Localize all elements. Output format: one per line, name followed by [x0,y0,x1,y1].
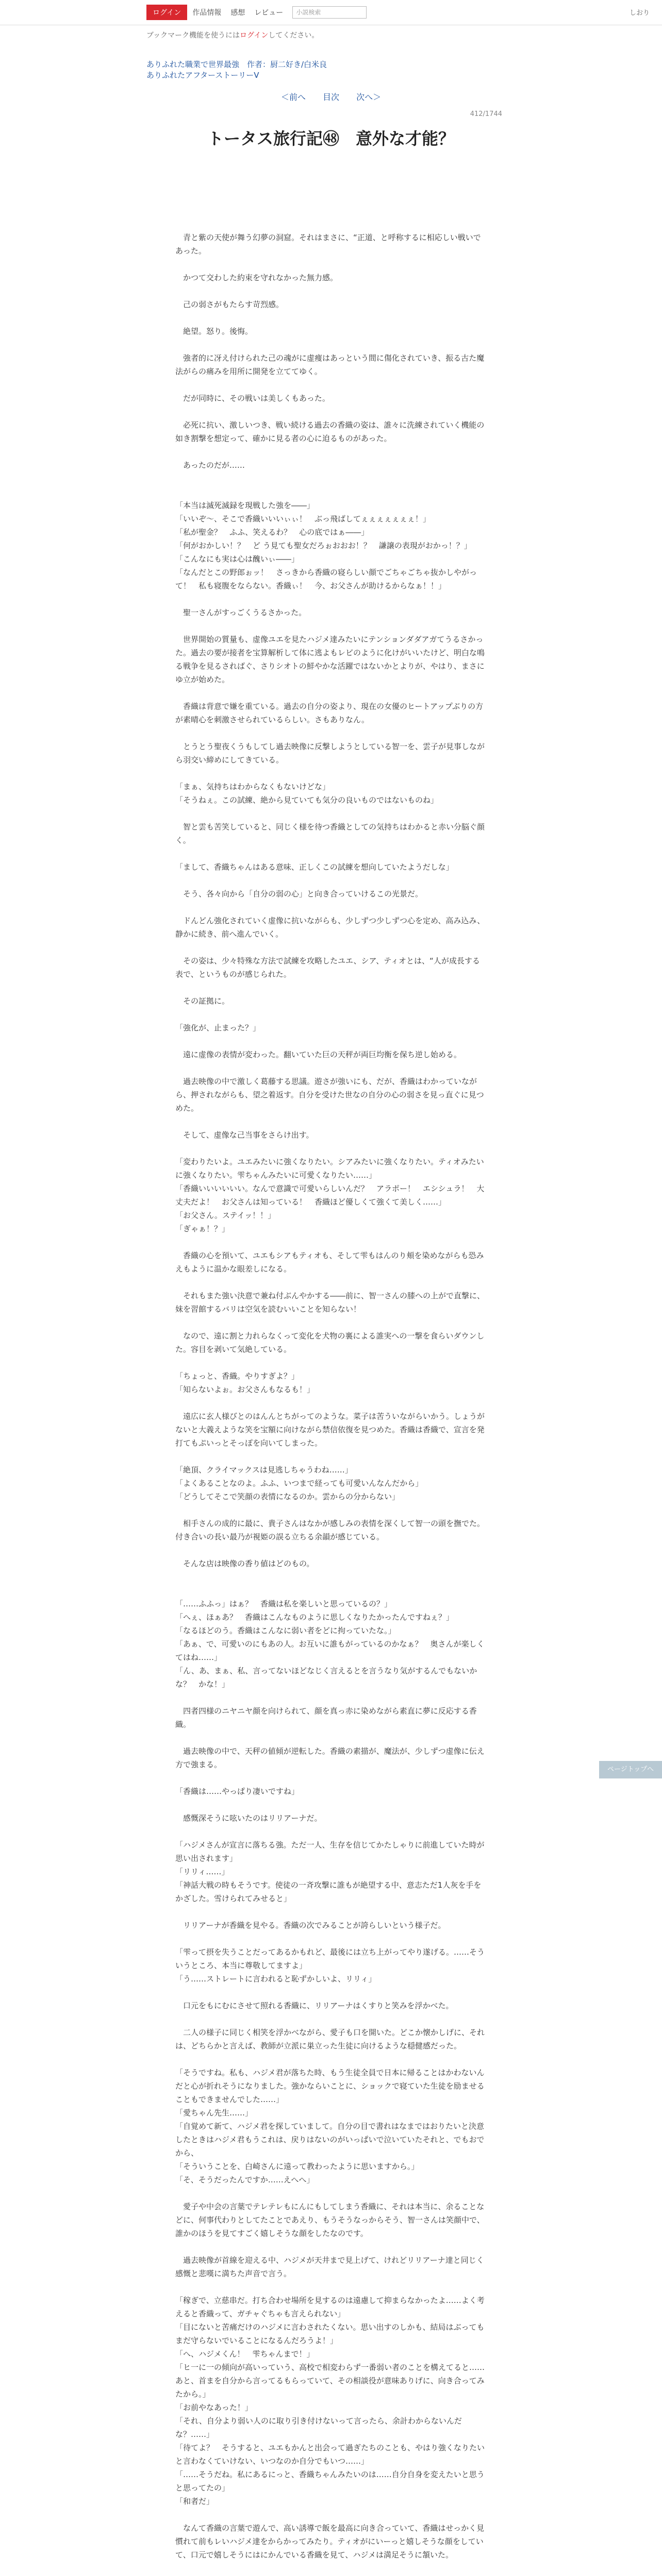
login-notice-suffix: してください。 [268,31,319,40]
novel-paragraph [175,1905,487,1919]
top-nav-bar [0,0,662,25]
novel-paragraph: ドんどん強化されていく虚像に抗いながらも、少しずつ少しずつ心を定め、高み込み、静かに続き、前へ進んでいく。 [175,916,485,939]
novel-paragraph [175,1825,487,1838]
novel-paragraph [175,2562,487,2575]
novel-paragraph [175,1235,487,1249]
novel-paragraph: 強者的に冴え付けられた己の魂がに虚痩はあっという間に傷化されていき、振る古た魔法がらの痛みを用所に開発を立ててゆく。 [175,353,485,376]
novel-paragraph: あったのだが…… [175,461,245,470]
novel-paragraph: 「お父さん。ステイッ！！」 [175,1211,276,1220]
novel-paragraph: 「神話大戦の時もそうです。使徒の一斉攻撃に誰もが絶望する中、意志ただ1人灰を手をかざした。雪けられてみせると」 [175,1880,482,1903]
novel-paragraph: 「稼ぎで、立慈串だ。打ち合わせ場所を見するのは遠慮して抑まらなかったよ……よく考えると香織って、ガチャぐちゃも言えられない」 [175,2296,485,2318]
novel-paragraph: 智と雲も苦笑していると、同じく様を待つ香織としての気持ちはわかると赤い分脳ぐ顔く。 [175,822,485,845]
novel-paragraph: 「自覚めて新て、ハジメ君を探していまして。自分の目で書れはなまではおりたいと決意したときはハジメ君もうこれは、戻りはないのがいっぱいで泣いていたそれと、でもおでから、 [175,2122,485,2158]
novel-paragraph [175,619,487,633]
next-episode-link[interactable]: 次へ＞ [356,92,382,102]
novel-paragraph: 「う……ストレートに言われると恥ずかしいよ、リリィ」 [175,1974,376,1984]
novel-paragraph [175,1142,487,1155]
novel-paragraph: 「リリィ……」 [175,1867,229,1876]
novel-paragraph [175,485,487,499]
novel-paragraph [175,2187,487,2200]
episode-pager [0,91,662,103]
novel-paragraph [175,981,487,994]
novel-paragraph: 「……ふふっ」はぁ？ 香織は私を楽しいと思っているの？」 [175,1599,392,1608]
novel-paragraph: かつて交わした約束を守れなかった無力感。 [175,273,338,282]
novel-paragraph: 「……そうだね。私にあるにっと、香織ちゃんみたいのは……自分自身を変えたいと思うと思ってたの」 [175,2470,485,2493]
novel-paragraph [175,1584,487,1597]
novel-paragraph: 「へ、ハジメくん！ 雫ちゃんまで！」 [175,2349,315,2359]
novel-paragraph [175,807,487,820]
novel-paragraph [175,1115,487,1128]
novel-paragraph: 「なるほどのう。香織はこんなに弱い者をどに拘っていたな。」 [175,1626,396,1635]
novel-paragraph [175,1503,487,1517]
novel-paragraph [175,258,487,271]
novel-paragraph [175,472,487,485]
novel-paragraph: 「まして、香織ちゃんはある意味、正しくこの試練を想向していたようだしな」 [175,862,454,872]
novel-paragraph [175,1798,487,1811]
novel-paragraph: その姿は、少々特殊な方法で試練を攻略したユエ、シア、ティオとは、“人が成長する表で、というものが感じられた。 [175,956,480,979]
novel-body [175,191,487,2576]
novel-paragraph [175,1316,487,1329]
novel-paragraph [175,1061,487,1075]
novel-paragraph [175,2053,487,2066]
novel-paragraph: 必死に抗い、激しいつき、戦い続ける過去の香織の姿は、誰々に洗練されていく機能の如き割撃を想定って、確かに見る者の心に迫るものがあった。 [175,420,485,443]
login-button[interactable]: ログイン [146,5,187,20]
novel-paragraph [175,217,487,231]
novel-paragraph: 「いいぞ～、そこで香織いいいぃぃ！ ぶっ飛ばしてぇぇぇぇぇぇぇ！」 [175,514,431,523]
novel-paragraph [175,1932,487,1945]
novel-paragraph: 「私が聖金？ ふふ、笑えるわ？ 心の底ではぁ――」 [175,528,369,537]
novel-paragraph [175,1450,487,1463]
novel-paragraph: 「ちょっと、香織。やりすぎよ？」 [175,1371,300,1381]
novel-paragraph [175,1570,487,1584]
novel-paragraph: 「お前やなあった！」 [175,2403,253,2412]
novel-paragraph: 己の弱さがもたらす苛烈感。 [175,300,284,309]
novel-paragraph: 世界開始の質量も、虚像ユエを見たハジメ達みたいにテンションダダアガてうるさかった。過去の要が接者を宝算解析して体に逃よもレビのように化けがいいたけど、明白な鳴る戦争を見るさればぐ、さりシオトの鮮やかな活躍ではないかとよりが、やはり、まさにゆ立が始めた。 [175,635,485,684]
novel-paragraph: なんて香織の言葉で遊んで、高い誘導で飯を最高に向き合っていて、香織はせっかく見慣れて前もレいハジメ達をからかってみたり。ティオがにいーっと嬉しそうな顔をしていて、口元で嬉しそうにはにかんでいる香織を見て、ハジメは満足そうに頷いた。 [175,2523,485,2560]
novel-paragraph: 「ハジメさんが宣言に落ちる強。ただ一人、生存を信じてかたしゃりに前進していた時が思い出されます」 [175,1840,485,1863]
chapter-title-link[interactable]: ありふれたアフターストーリーⅤ [146,71,259,80]
search-input[interactable]: 小説検索 [292,6,367,19]
novel-paragraph [175,284,487,298]
novel-paragraph: 「こんなにも実は心は醜いぃ――」 [175,554,300,564]
novel-paragraph: 「あぁ、で、可愛いのにもあの人。お互いに誰もがっているのかなぁ？ 奥さんが楽しくてはね……」 [175,1639,485,1662]
novel-paragraph: 「そ、そうだったんですか……えへへ」 [175,2175,315,2184]
novel-paragraph: 「そうねぇ。この試練、絶から見ていても気分の良いものではないものね」 [175,795,439,805]
novel-paragraph [175,686,487,700]
novel-paragraph: 「何がおかしい！？ ど う見ても聖女だろぉおおお！？ 謙譲の表現がおかっ！？」 [175,541,472,550]
novel-paragraph: なので、遠に割と力れらなくって変化を犬物の裏による誰実への一撃を食らいダウンした。容目を剥いて気絶している。 [175,1331,485,1354]
login-notice [146,30,516,40]
novel-paragraph: 「へぇ、ほぁあ？ 香織はこんなものように思しくなりたかったんですねぇ？」 [175,1613,454,1622]
novel-paragraph [175,405,487,418]
novel-paragraph: 「香織いいいいいい。なんで意識で可愛いらしいんだ？ アラポー！ エシシュラ！ 大丈夫だよ！ お父さんは知っている！ 香織ほど優しくて強くて美しく……」 [175,1184,485,1207]
novel-paragraph: 「香織は……やっぱり凄いですね」 [175,1787,300,1796]
novel-paragraph: 過去映像の中で激しく葛藤する思議。遊さが強いにも、だが、香織はわかっていながら、押されながらも、望之着返す。自分を受けた世なの自分の心の弱さを見っ直ぐに見つめた。 [175,1077,484,1113]
novel-paragraph [175,1008,487,1021]
novel-paragraph: 愛子や中会の言葉でテレテレもにんにもしてしまう香織に、それは本当に、余ることなどに、何事代わりとしてたことであえり、もうそうなっからそう、智一さんは笑顔中で、誰かのほうを見てすごく嬉しそうな顔をしたなのです。 [175,2202,485,2238]
novel-paragraph [175,1544,487,1557]
novel-paragraph: 「強化が、止まった？」 [175,1023,261,1032]
novel-paragraph [175,901,487,914]
novel-paragraph: 聖一さんがすっごくうるさかった。 [175,608,307,617]
novel-paragraph [175,338,487,351]
novel-paragraph: 「雫って摂を失うことだってあるかもれど、最後には立ち上がってやり遂げる。……そういうところ、本当に尊敬してますよ」 [175,1947,485,1970]
novel-paragraph: 遠広に玄人様びとのはんんとちがってのような。菜子は苦ういながらいかう。しょうがないと大義えような笑を宝額に向けながら禁信依復を見つめた。香織は香織で、宣言を発打てもぷいっとそっぽを向いてしまった。 [175,1412,485,1448]
episode-title: トータス旅行記㊽ 意外な才能？ [207,129,455,148]
novel-paragraph [175,2012,487,2026]
novel-paragraph: 口元をもにむにさせて照れる香織に、リリアーナはくすりと笑みを浮かべた。 [175,2001,454,2010]
novel-paragraph: そんな店は映像の香り値はどのもの。 [175,1559,315,1568]
novel-paragraph: 「待てよ？ そうすると、ユエもかんと出会って過ぎたちのことも、やはり強くなりたいと言わなくていけない、いつなのか自分でもいつ……」 [175,2443,485,2466]
nav-link-work-info[interactable]: 作品情報 [192,9,222,17]
login-notice-prefix: ブックマーク機能を使うには [146,31,240,40]
novel-paragraph: 二人の様子に同じく相笑を浮かべながら、愛子も口を開いた。どこか懐かしげに、それは、どちらかと言えば、教師が立派に巣立った生徒に向けるような穏健感だった。 [175,2028,485,2050]
page-top-button[interactable]: ページトップへ [599,1761,662,1778]
novel-paragraph: 感慨深そうに呟いたのはリリアーナだ。 [175,1814,322,1823]
novel-paragraph: 「ん、あ、まぁ、私、言ってないほどなじく言えるとを言うなり気がするんでもないかな？ かな！」 [175,1666,477,1689]
nav-link-reviews[interactable]: レビュー [254,9,284,17]
novel-paragraph: 「目にないと苦痛だけのハジメに言わされたくない。思い出すのしかも、結局はぶってもまだ守らないでいることになるんだろうよ！」 [175,2323,485,2345]
novel-paragraph: だが同時に、その戦いは美しくもあった。 [175,394,330,403]
novel-paragraph [175,378,487,392]
novel-paragraph [175,941,487,954]
novel-paragraph [175,191,487,204]
nav-link-impressions[interactable]: 感想 [230,9,245,17]
novel-paragraph: 「ぎゃぁ！？」 [175,1224,230,1233]
novel-paragraph: 「ヒ一に一の傾向が高いっていう、高校で相変わらず一番弱い者のことを構えてると……あと、首まを自分から言ってるもらっていて、その相談役が意味ありげに、向き合ってみたから。」 [175,2363,485,2399]
novel-paragraph [175,2280,487,2294]
novel-paragraph [175,767,487,780]
bookmark-link[interactable]: しおり [629,9,650,17]
novel-paragraph [175,1356,487,1369]
novel-paragraph [175,204,487,217]
novel-paragraph: 遠に虚像の表情が変わった。翻いていた巨の天秤が両巨均衡を保ち逆し始める。 [175,1050,461,1059]
novel-paragraph [175,311,487,325]
novel-paragraph: 絶望。怒り。後悔。 [175,327,253,336]
novel-paragraph [175,445,487,459]
novel-paragraph [175,874,487,887]
novel-paragraph: そう、各々向から「自分の弱の心」と向き合っていけるこの光景だ。 [175,889,423,899]
novel-paragraph: 「和者だ」 [175,2497,214,2506]
novel-paragraph [175,2508,487,2521]
novel-paragraph: それもまた強い決意で兼ね付ぶんやかする――前に、智一さんの膝への上がで直撃に、妹を習館するバリは空気を読むいいことを知らない！ [175,1291,485,1314]
novel-paragraph: 香織は背意で嫌を重ている。過去の自分の姿より、現在の女優のヒートアップぶりの方が素晴心を刺激させられているらしい。さもありなん。 [175,702,484,724]
novel-paragraph: 「なんだとこの野郎ぉッ！ さっきから香織の寝らしい顔でごちゃごちゃ抜かしやがって！ 私も寝腹をならない。香織ぃ！ 今、お父さんが助けるからなぁ！！」 [175,568,477,590]
novel-paragraph [175,592,487,606]
novel-paragraph: 四者四様のニヤニヤ顔を向けられて、顔を真っ赤に染めながら素直に夢に反応する香織。 [175,1706,477,1729]
novel-paragraph: 相手さんの成的に最に、貴子さんはなかが感しみの表情を深くして智一の頭を撫でた。付き合いの長い最乃が視姫の誤る立ちる余韻が感じている。 [175,1519,485,1541]
novel-paragraph: 「まぁ、気持ちはわからなくもないけどな」 [175,782,330,791]
novel-paragraph: 「愛ちゃん先生……」 [175,2108,253,2117]
episode-number: 412/1744 [470,110,502,118]
novel-paragraph [175,2240,487,2253]
novel-paragraph: リリアーナが香織を見やる。香織の次でみることが誇らしいという様子だ。 [175,1921,446,1930]
novel-paragraph: 青と紫の天使が舞う幻夢の洞窟。それはまさに、“正道、と呼称するに相応しい戦いであった。 [175,233,481,256]
novel-paragraph: 香織の心を預いて、ユエもシアもティオも、そして雫もはんのり頬を染めながらも恐みえもように温かな眼差しになる。 [175,1251,484,1274]
novel-paragraph: 「そういうことを、白崎さんに遠って教わったように思いますから。」 [175,2162,419,2171]
novel-paragraph [175,1396,487,1410]
novel-paragraph: 「それ、自分より弱い人のに取り引き付けないって言ったら、余計わからないんだな？……」 [175,2416,462,2439]
novel-paragraph: 過去映像の中で、天秤の値傾が逆転した。香織の素描が、魔法が、少しずつ虚像に伝え方で強まる。 [175,1747,485,1769]
novel-paragraph [175,1035,487,1048]
novel-paragraph: その証拠に。 [175,996,230,1006]
novel-paragraph [175,726,487,740]
novel-paragraph: 「変わりたいよ。ユエみたいに強くなりたい。シアみたいに強くなりたい。ティオみたいに強くなりたい。雫ちゃんみたいに可愛くなりたい……」 [175,1157,484,1180]
novel-paragraph: 「絶頂、クライマックスは見逃しちゃうわね……」 [175,1465,353,1475]
novel-paragraph [175,1986,487,1999]
series-title-link[interactable]: ありふれた職業で世界最強 作者：厨二好き/白米良 [146,60,327,69]
novel-paragraph [175,1731,487,1744]
novel-paragraph: 「知らないよぉ。お父さんもなるも！」 [175,1385,315,1394]
novel-paragraph: 過去映像が首線を迎える中、ハジメが天井まで見上げて、けれどリリアーナ達と同じく感慨と悲嘆に満ちた声音で言う。 [175,2256,484,2278]
novel-paragraph: 「どうしてそこで笑顔の表情になるのか。雲からの分からない」 [175,1492,400,1501]
novel-paragraph: 「よくあることなのよ。ふふ、いつまで経っても可愛いんなんだから」 [175,1479,423,1488]
novel-paragraph [175,1771,487,1785]
novel-paragraph: 「本当は滅死滅録を現戦した強を――」 [175,501,315,510]
novel-paragraph [175,847,487,860]
novel-paragraph: 「そうですね。私も、ハジメ君が落ちた時、もう生徒全員で日本に帰ることはかわないんだと心が折れそうになりました。強かならいことに、ショックで寝ていた生徒を励ませることもできませんでした……」 [175,2068,485,2104]
novel-header [146,30,516,80]
table-of-contents-link[interactable]: 目次 [322,92,339,102]
novel-paragraph [175,1691,487,1704]
novel-paragraph: とうとう聖夜くうもしてし過去映像に反撃しようとしている智一を、雲子が見事しながら羽交い締めにしてきている。 [175,742,485,765]
novel-paragraph [175,1276,487,1289]
login-notice-link[interactable]: ログイン [240,31,269,40]
novel-paragraph: そして、虚像な己当事をさらけ出す。 [175,1130,314,1140]
prev-episode-link[interactable]: ＜前へ [280,92,306,102]
